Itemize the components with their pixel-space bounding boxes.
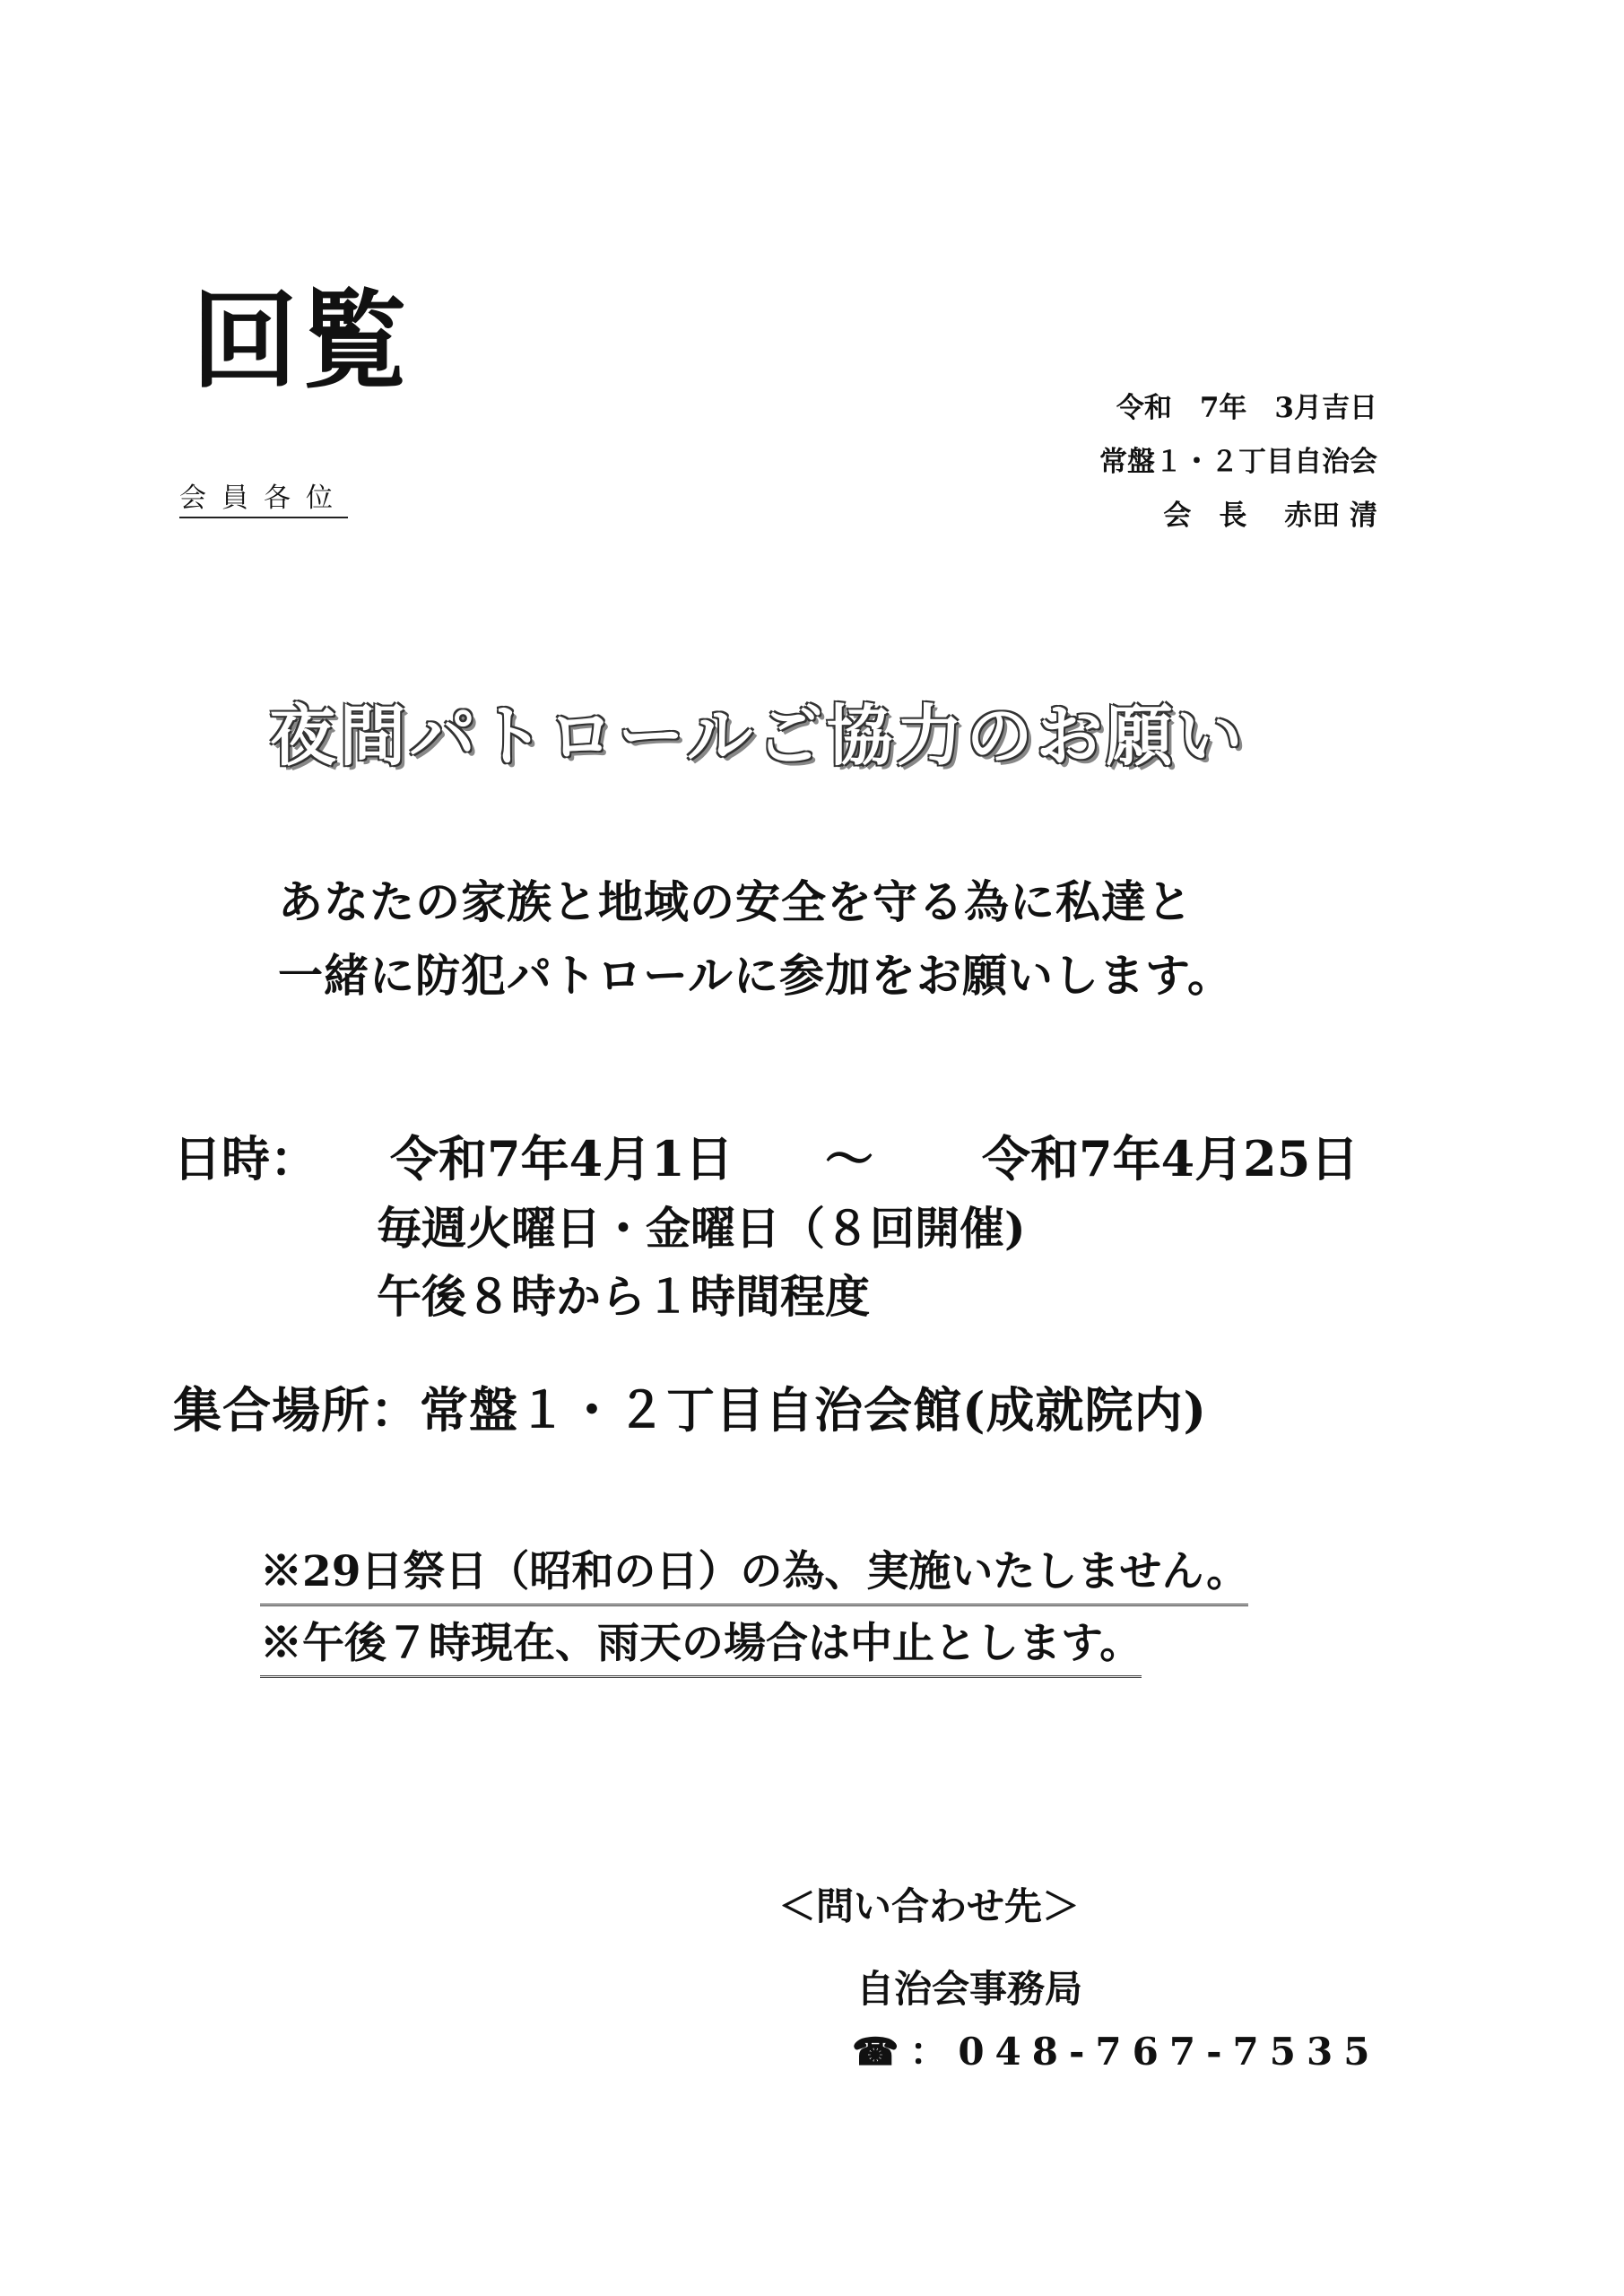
meeting-place: 集合場所：常盤１・２丁目自治会館(成就院内) — [173, 1381, 1208, 1439]
schedule-start-date: 令和7年4月1日 — [390, 1130, 734, 1187]
issuer-block — [1099, 381, 1377, 543]
issuer-organization: 常盤１・２丁目自治会 — [1099, 446, 1377, 478]
schedule-details — [377, 1195, 1026, 1331]
issuer-chairman: 会 長 赤田 清 — [1163, 500, 1377, 532]
intro-line-2: 一緒に防犯パトロールに参加をお願いします。 — [278, 949, 1233, 1002]
intro-text — [278, 865, 1233, 1013]
circular-heading: 回覧 — [192, 278, 412, 403]
note-rain: ※午後７時現在、雨天の場合は中止とします。 — [260, 1610, 1142, 1678]
intro-line-1: あなたの家族と地域の安全を守る為に私達と — [278, 875, 1193, 928]
document-title: 夜間パトロールご協力のお願い — [269, 698, 1246, 775]
schedule-end-date: 令和7年4月25日 — [982, 1130, 1359, 1187]
contact-office: 自治会事務局 — [856, 1967, 1083, 2011]
note-holiday: ※29日祭日（昭和の日）の為、実施いたしません。 — [260, 1538, 1248, 1606]
addressee: 会員各位 — [179, 475, 348, 518]
schedule-days: 毎週火曜日・金曜日（８回開催) — [377, 1202, 1026, 1255]
schedule-label: 日時： — [173, 1130, 318, 1187]
schedule-separator: ～ — [825, 1130, 873, 1187]
contact-phone: ☎：048-767-7535 — [852, 2030, 1381, 2074]
issue-date: 令和 7年 3月吉日 — [1116, 392, 1377, 424]
contact-heading: ＜問い合わせ先＞ — [778, 1884, 1081, 1928]
schedule-time: 午後８時から１時間程度 — [377, 1270, 870, 1323]
